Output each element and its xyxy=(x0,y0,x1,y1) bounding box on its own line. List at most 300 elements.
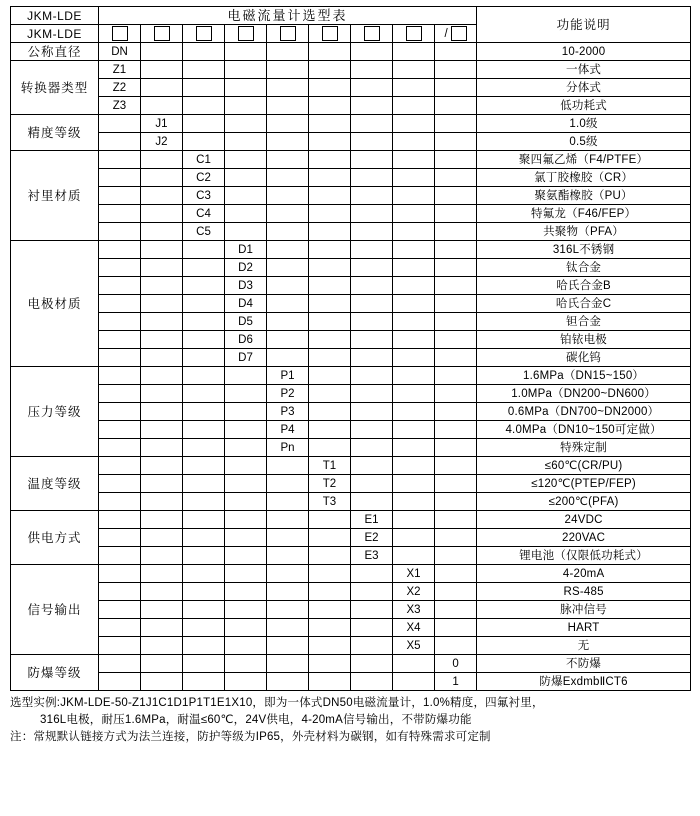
empty-cell xyxy=(99,601,141,619)
empty-cell xyxy=(183,97,225,115)
empty-cell xyxy=(141,295,183,313)
slot-separator: / xyxy=(444,27,448,40)
empty-cell xyxy=(309,277,351,295)
empty-cell xyxy=(309,529,351,547)
empty-cell xyxy=(99,619,141,637)
empty-cell xyxy=(435,421,477,439)
empty-cell xyxy=(183,421,225,439)
table-row xyxy=(11,601,691,619)
desc-cell: ≤60℃(CR/PU) xyxy=(477,457,691,475)
empty-cell xyxy=(141,529,183,547)
empty-cell xyxy=(183,565,225,583)
empty-cell xyxy=(183,529,225,547)
empty-cell xyxy=(351,43,393,61)
empty-cell xyxy=(393,43,435,61)
empty-cell xyxy=(309,367,351,385)
code-box-2[interactable] xyxy=(141,25,183,43)
empty-cell xyxy=(225,223,267,241)
table-row xyxy=(11,241,691,259)
code-cell[interactable]: E3 xyxy=(351,547,393,565)
code-cell[interactable]: Pn xyxy=(267,439,309,457)
empty-cell xyxy=(99,349,141,367)
table-row xyxy=(11,223,691,241)
desc-cell: 特氟龙（F46/FEP） xyxy=(477,205,691,223)
code-box-6[interactable] xyxy=(309,25,351,43)
code-cell[interactable]: DN xyxy=(99,43,141,61)
code-cell[interactable]: T3 xyxy=(309,493,351,511)
table-row xyxy=(11,115,691,133)
empty-cell xyxy=(183,331,225,349)
empty-cell xyxy=(225,637,267,655)
empty-cell xyxy=(309,97,351,115)
empty-cell xyxy=(351,205,393,223)
empty-cell xyxy=(435,133,477,151)
code-cell[interactable]: D4 xyxy=(225,295,267,313)
desc-cell: 锂电池（仅限低功耗式） xyxy=(477,547,691,565)
empty-cell xyxy=(99,187,141,205)
empty-cell xyxy=(351,187,393,205)
empty-cell xyxy=(225,151,267,169)
table-row xyxy=(11,313,691,331)
empty-cell xyxy=(141,259,183,277)
empty-cell xyxy=(99,673,141,691)
desc-cell: 4-20mA xyxy=(477,565,691,583)
empty-cell xyxy=(393,133,435,151)
empty-cell xyxy=(99,151,141,169)
empty-cell xyxy=(351,79,393,97)
empty-cell xyxy=(225,673,267,691)
table-row xyxy=(11,277,691,295)
empty-cell xyxy=(435,187,477,205)
empty-cell xyxy=(141,439,183,457)
code-cell[interactable]: C5 xyxy=(183,223,225,241)
empty-cell xyxy=(435,43,477,61)
table-row xyxy=(11,385,691,403)
table-row xyxy=(11,331,691,349)
empty-cell xyxy=(141,79,183,97)
empty-cell xyxy=(225,583,267,601)
empty-cell xyxy=(225,187,267,205)
desc-cell: 特殊定制 xyxy=(477,439,691,457)
desc-cell: 无 xyxy=(477,637,691,655)
empty-cell xyxy=(309,403,351,421)
desc-cell: 防爆ExdmbⅡCT6 xyxy=(477,673,691,691)
empty-cell xyxy=(183,295,225,313)
table-row xyxy=(11,151,691,169)
desc-cell: 钽合金 xyxy=(477,313,691,331)
empty-cell xyxy=(393,151,435,169)
empty-cell xyxy=(267,61,309,79)
empty-cell xyxy=(351,403,393,421)
code-cell[interactable]: X2 xyxy=(393,583,435,601)
empty-cell xyxy=(225,655,267,673)
desc-cell: 脉冲信号 xyxy=(477,601,691,619)
empty-cell xyxy=(435,259,477,277)
empty-cell xyxy=(351,151,393,169)
code-cell[interactable]: J2 xyxy=(141,133,183,151)
empty-cell xyxy=(267,349,309,367)
code-cell[interactable]: P2 xyxy=(267,385,309,403)
empty-cell xyxy=(351,565,393,583)
empty-cell xyxy=(309,511,351,529)
code-cell[interactable]: P4 xyxy=(267,421,309,439)
code-cell[interactable]: C1 xyxy=(183,151,225,169)
empty-cell xyxy=(225,385,267,403)
empty-cell xyxy=(225,601,267,619)
desc-cell: 220VAC xyxy=(477,529,691,547)
desc-cell: 哈氏合金C xyxy=(477,295,691,313)
empty-cell xyxy=(141,421,183,439)
empty-cell xyxy=(141,43,183,61)
code-cell[interactable]: D3 xyxy=(225,277,267,295)
empty-cell xyxy=(351,223,393,241)
desc-cell: 24VDC xyxy=(477,511,691,529)
empty-cell xyxy=(435,475,477,493)
empty-cell xyxy=(141,565,183,583)
code-cell[interactable]: Z3 xyxy=(99,97,141,115)
empty-cell xyxy=(351,421,393,439)
empty-cell xyxy=(141,547,183,565)
empty-cell xyxy=(141,277,183,295)
empty-cell xyxy=(435,331,477,349)
empty-cell xyxy=(225,421,267,439)
empty-cell xyxy=(435,403,477,421)
table-row xyxy=(11,493,691,511)
code-cell[interactable]: 0 xyxy=(435,655,477,673)
empty-cell xyxy=(393,457,435,475)
code-cell[interactable]: D7 xyxy=(225,349,267,367)
empty-cell xyxy=(225,403,267,421)
code-cell[interactable]: J1 xyxy=(141,115,183,133)
empty-cell xyxy=(393,349,435,367)
code-cell[interactable]: C4 xyxy=(183,205,225,223)
empty-cell xyxy=(99,475,141,493)
empty-cell xyxy=(99,403,141,421)
empty-cell xyxy=(267,673,309,691)
empty-cell xyxy=(183,259,225,277)
empty-cell xyxy=(141,619,183,637)
empty-cell xyxy=(225,133,267,151)
empty-cell xyxy=(309,619,351,637)
empty-cell xyxy=(141,655,183,673)
note-line-1: 选型实例:JKM-LDE-50-Z1J1C1D1P1T1E1X10，即为一体式DN50电磁流量计，1.0%精度，四氟衬里， xyxy=(10,697,544,709)
empty-cell xyxy=(141,403,183,421)
code-cell[interactable]: C3 xyxy=(183,187,225,205)
empty-cell xyxy=(141,367,183,385)
empty-cell xyxy=(351,367,393,385)
empty-cell xyxy=(183,61,225,79)
desc-cell: 碳化钨 xyxy=(477,349,691,367)
selection-table-sheet xyxy=(10,6,690,746)
empty-cell xyxy=(267,547,309,565)
empty-cell xyxy=(99,457,141,475)
code-cell[interactable]: D5 xyxy=(225,313,267,331)
empty-cell xyxy=(309,583,351,601)
empty-cell xyxy=(351,115,393,133)
empty-cell xyxy=(435,277,477,295)
code-cell[interactable]: E2 xyxy=(351,529,393,547)
empty-cell xyxy=(141,385,183,403)
empty-cell xyxy=(183,133,225,151)
empty-cell xyxy=(183,79,225,97)
empty-cell xyxy=(351,475,393,493)
table-row xyxy=(11,421,691,439)
code-cell[interactable]: P3 xyxy=(267,403,309,421)
empty-cell xyxy=(435,637,477,655)
empty-cell xyxy=(435,511,477,529)
empty-cell xyxy=(267,493,309,511)
empty-cell xyxy=(351,61,393,79)
empty-cell xyxy=(183,439,225,457)
empty-cell xyxy=(141,601,183,619)
empty-cell xyxy=(393,187,435,205)
table-header-row xyxy=(11,7,691,25)
empty-cell xyxy=(99,511,141,529)
empty-cell xyxy=(225,475,267,493)
desc-cell: 共聚物（PFA） xyxy=(477,223,691,241)
empty-cell xyxy=(141,97,183,115)
empty-cell xyxy=(225,169,267,187)
empty-cell xyxy=(225,205,267,223)
code-cell[interactable]: D2 xyxy=(225,259,267,277)
empty-cell xyxy=(309,79,351,97)
notes-block xyxy=(10,691,690,746)
code-cell[interactable]: X3 xyxy=(393,601,435,619)
desc-cell: ≤200℃(PFA) xyxy=(477,493,691,511)
empty-cell xyxy=(267,241,309,259)
code-box-8[interactable] xyxy=(393,25,435,43)
empty-cell xyxy=(225,43,267,61)
empty-cell xyxy=(435,223,477,241)
empty-cell xyxy=(393,403,435,421)
empty-cell xyxy=(99,223,141,241)
table-row xyxy=(11,475,691,493)
empty-cell xyxy=(309,547,351,565)
empty-cell xyxy=(267,295,309,313)
empty-cell xyxy=(99,205,141,223)
table-row xyxy=(11,349,691,367)
table-row xyxy=(11,655,691,673)
table-body xyxy=(11,7,691,691)
empty-cell xyxy=(435,169,477,187)
row-label-9: 信号输出 xyxy=(11,565,99,655)
empty-cell xyxy=(225,529,267,547)
empty-cell xyxy=(267,115,309,133)
code-box-4[interactable] xyxy=(225,25,267,43)
empty-cell xyxy=(267,187,309,205)
empty-cell xyxy=(267,637,309,655)
empty-cell xyxy=(267,565,309,583)
code-cell[interactable]: T2 xyxy=(309,475,351,493)
row-label-4: 衬里材质 xyxy=(11,151,99,241)
empty-cell xyxy=(183,475,225,493)
empty-cell xyxy=(393,331,435,349)
empty-cell xyxy=(141,61,183,79)
empty-cell xyxy=(267,151,309,169)
code-box-7[interactable] xyxy=(351,25,393,43)
empty-cell xyxy=(351,439,393,457)
empty-cell xyxy=(393,475,435,493)
table-row xyxy=(11,97,691,115)
code-cell[interactable]: P1 xyxy=(267,367,309,385)
empty-cell xyxy=(393,313,435,331)
empty-cell xyxy=(225,61,267,79)
empty-cell xyxy=(141,493,183,511)
empty-cell xyxy=(99,565,141,583)
code-box-9[interactable] xyxy=(435,25,477,43)
table-row xyxy=(11,259,691,277)
empty-cell xyxy=(309,205,351,223)
code-cell[interactable]: T1 xyxy=(309,457,351,475)
desc-cell: 一体式 xyxy=(477,61,691,79)
empty-cell xyxy=(351,241,393,259)
empty-cell xyxy=(183,619,225,637)
empty-cell xyxy=(309,151,351,169)
empty-cell xyxy=(267,97,309,115)
empty-cell xyxy=(393,367,435,385)
code-cell[interactable]: E1 xyxy=(351,511,393,529)
empty-cell xyxy=(183,367,225,385)
empty-cell xyxy=(309,115,351,133)
empty-cell xyxy=(435,97,477,115)
desc-cell: 1.0MPa（DN200~DN600） xyxy=(477,385,691,403)
empty-cell xyxy=(351,493,393,511)
empty-cell xyxy=(351,655,393,673)
empty-cell xyxy=(351,601,393,619)
table-row xyxy=(11,43,691,61)
desc-cell: 哈氏合金B xyxy=(477,277,691,295)
table-row xyxy=(11,529,691,547)
empty-cell xyxy=(183,637,225,655)
row-label-2: 转换器类型 xyxy=(11,61,99,115)
empty-cell xyxy=(393,673,435,691)
code-cell[interactable]: D1 xyxy=(225,241,267,259)
desc-cell: 0.6MPa（DN700~DN2000） xyxy=(477,403,691,421)
code-box-5[interactable] xyxy=(267,25,309,43)
empty-cell xyxy=(267,583,309,601)
code-box-3[interactable] xyxy=(183,25,225,43)
empty-cell xyxy=(435,79,477,97)
empty-cell xyxy=(99,637,141,655)
table-row xyxy=(11,583,691,601)
empty-cell xyxy=(267,79,309,97)
empty-cell xyxy=(435,367,477,385)
empty-cell xyxy=(435,529,477,547)
desc-cell: 1.0级 xyxy=(477,115,691,133)
empty-cell xyxy=(183,277,225,295)
empty-cell xyxy=(393,115,435,133)
empty-cell xyxy=(141,349,183,367)
empty-cell xyxy=(435,349,477,367)
empty-cell xyxy=(351,331,393,349)
empty-cell xyxy=(393,439,435,457)
empty-cell xyxy=(141,223,183,241)
desc-cell: 10-2000 xyxy=(477,43,691,61)
desc-cell: 分体式 xyxy=(477,79,691,97)
empty-cell xyxy=(309,655,351,673)
empty-cell xyxy=(309,331,351,349)
table-row xyxy=(11,79,691,97)
empty-cell xyxy=(309,637,351,655)
empty-cell xyxy=(267,313,309,331)
desc-cell: HART xyxy=(477,619,691,637)
empty-cell xyxy=(309,439,351,457)
empty-cell xyxy=(141,475,183,493)
empty-cell xyxy=(183,43,225,61)
note-line-3: 注：常规默认链接方式为法兰连接，防护等级为IP65，外壳材料为碳钢，如有特殊需求可定制 xyxy=(10,731,491,743)
code-cell[interactable]: D6 xyxy=(225,331,267,349)
empty-cell xyxy=(141,205,183,223)
empty-cell xyxy=(309,43,351,61)
empty-cell xyxy=(435,493,477,511)
empty-cell xyxy=(351,295,393,313)
function-title-cell: 功能说明 xyxy=(477,7,691,43)
code-cell[interactable]: Z1 xyxy=(99,61,141,79)
empty-cell xyxy=(393,169,435,187)
empty-cell xyxy=(393,529,435,547)
row-label-6: 压力等级 xyxy=(11,367,99,457)
table-row xyxy=(11,673,691,691)
empty-cell xyxy=(393,241,435,259)
empty-cell xyxy=(183,115,225,133)
empty-cell xyxy=(183,655,225,673)
empty-cell xyxy=(351,583,393,601)
empty-cell xyxy=(99,547,141,565)
empty-cell xyxy=(435,61,477,79)
empty-cell xyxy=(351,277,393,295)
empty-cell xyxy=(393,79,435,97)
empty-cell xyxy=(267,511,309,529)
desc-cell: RS-485 xyxy=(477,583,691,601)
empty-cell xyxy=(225,547,267,565)
empty-cell xyxy=(225,511,267,529)
empty-cell xyxy=(141,637,183,655)
empty-cell xyxy=(267,169,309,187)
empty-cell xyxy=(351,457,393,475)
empty-cell xyxy=(393,259,435,277)
empty-cell xyxy=(393,223,435,241)
desc-cell: 4.0MPa（DN10~150可定做） xyxy=(477,421,691,439)
empty-cell xyxy=(183,583,225,601)
desc-cell: 低功耗式 xyxy=(477,97,691,115)
empty-cell xyxy=(183,673,225,691)
empty-cell xyxy=(225,457,267,475)
code-cell[interactable]: 1 xyxy=(435,673,477,691)
empty-cell xyxy=(141,313,183,331)
desc-cell: 钛合金 xyxy=(477,259,691,277)
empty-cell xyxy=(99,529,141,547)
code-cell[interactable]: Z2 xyxy=(99,79,141,97)
desc-cell: 聚四氟乙烯（F4/PTFE） xyxy=(477,151,691,169)
table-row xyxy=(11,511,691,529)
code-cell[interactable]: X1 xyxy=(393,565,435,583)
table-row xyxy=(11,187,691,205)
row-label-3: 精度等级 xyxy=(11,115,99,151)
code-cell[interactable]: C2 xyxy=(183,169,225,187)
empty-cell xyxy=(309,421,351,439)
table-row xyxy=(11,619,691,637)
row-label-8: 供电方式 xyxy=(11,511,99,565)
code-cell[interactable]: X5 xyxy=(393,637,435,655)
empty-cell xyxy=(141,151,183,169)
empty-cell xyxy=(435,241,477,259)
table-row xyxy=(11,547,691,565)
empty-cell xyxy=(99,439,141,457)
code-box-1[interactable] xyxy=(99,25,141,43)
model-label-cell: JKM-LDE xyxy=(11,25,99,43)
empty-cell xyxy=(141,673,183,691)
code-cell[interactable]: X4 xyxy=(393,619,435,637)
